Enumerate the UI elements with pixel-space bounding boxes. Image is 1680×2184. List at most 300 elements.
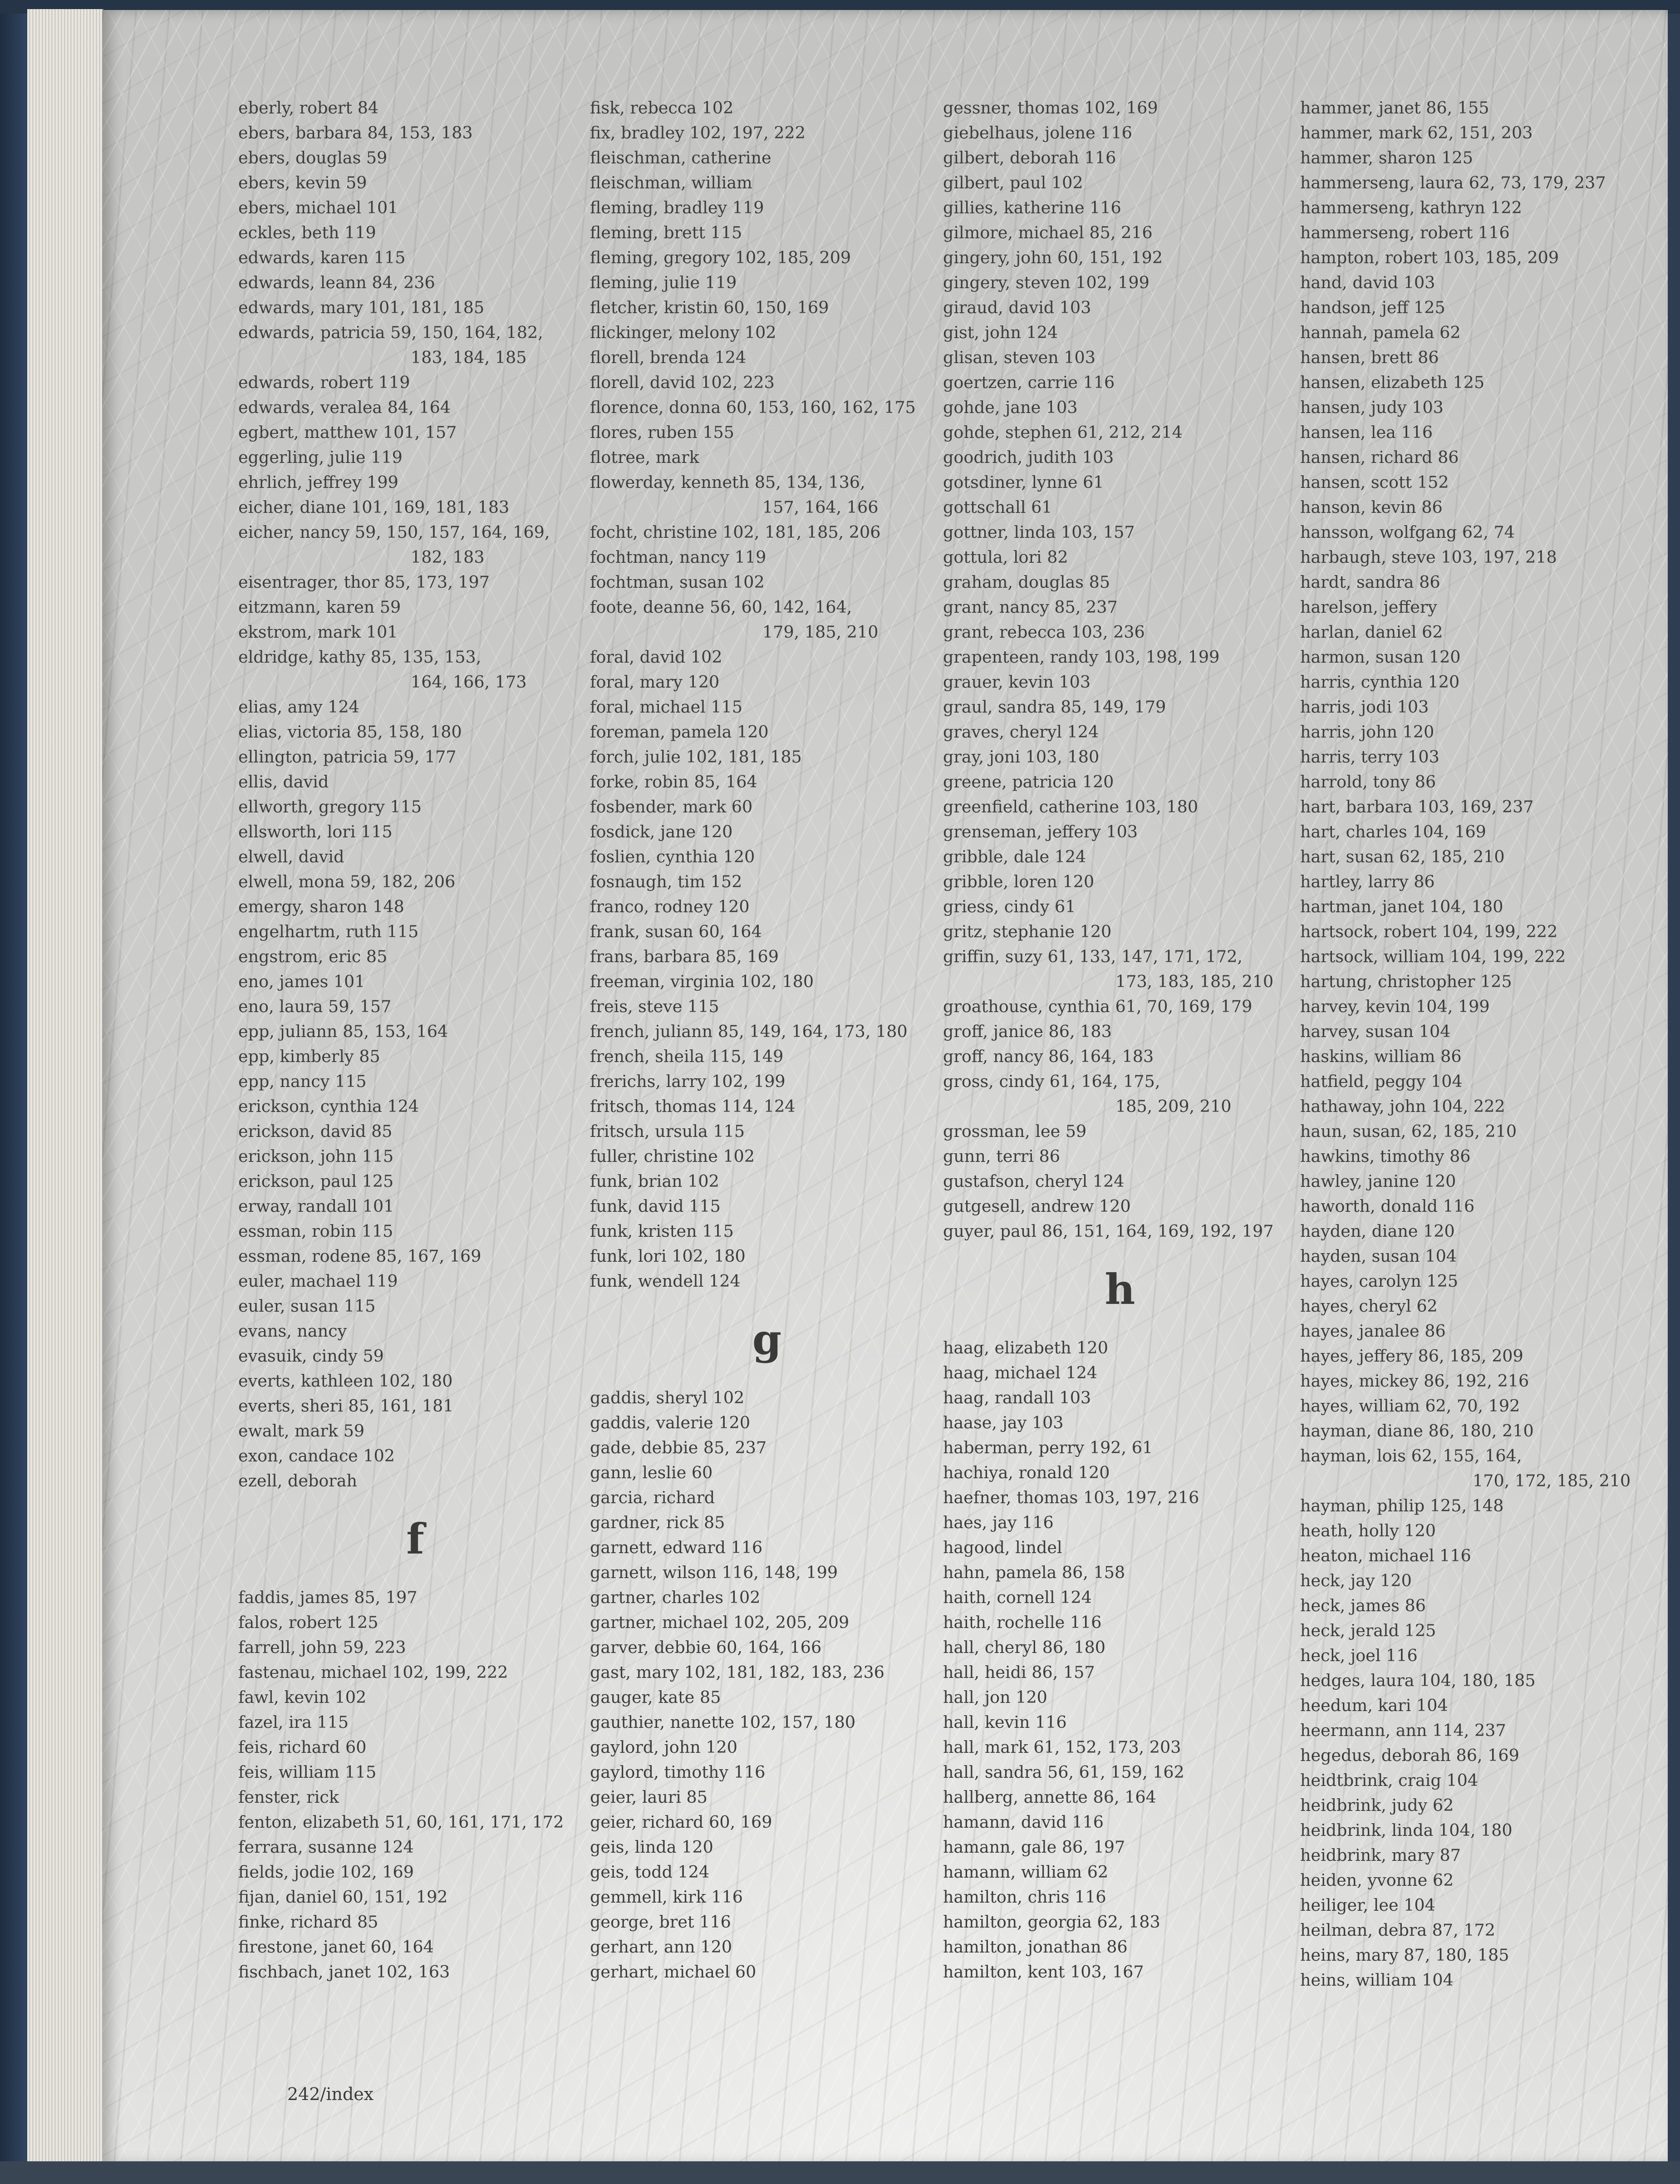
entry-name: harbaugh, steve 103, 197, 218 <box>1300 547 1557 567</box>
entry-name: hayes, mickey 86, 192, 216 <box>1300 1371 1529 1391</box>
index-entry <box>1300 1144 1654 1169</box>
entry-name: elwell, mona 59, 182, 206 <box>238 872 456 891</box>
entry-name: heidbrink, mary 87 <box>1300 1845 1461 1865</box>
index-entry <box>943 545 1297 570</box>
index-entry <box>590 320 944 345</box>
index-entry <box>590 1435 944 1460</box>
index-entry <box>1300 245 1654 270</box>
entry-name: erickson, john 115 <box>238 1146 394 1166</box>
entry-name: greenfield, catherine 103, 180 <box>943 797 1199 817</box>
index-entry <box>590 1610 944 1635</box>
index-entry <box>590 1410 944 1435</box>
entry-name: hamilton, chris 116 <box>943 1887 1106 1907</box>
index-entry <box>238 1194 592 1219</box>
index-entry <box>943 145 1297 170</box>
index-entry <box>1300 869 1654 894</box>
entry-name: gingery, john 60, 151, 192 <box>943 248 1163 267</box>
entry-name: frerichs, larry 102, 199 <box>590 1072 786 1091</box>
index-entry <box>590 345 944 370</box>
entry-name: handson, jeff 125 <box>1300 298 1445 317</box>
index-entry <box>590 869 944 894</box>
index-entry <box>1300 1568 1654 1593</box>
entry-name: hall, heidi 86, 157 <box>943 1663 1095 1682</box>
index-entry <box>238 769 592 794</box>
entry-continuation: 164, 166, 173 <box>411 672 527 692</box>
entry-name: ferrara, susanne 124 <box>238 1837 414 1857</box>
entry-name: hayman, lois 62, 155, 164, <box>1300 1446 1522 1466</box>
entry-name: hartman, janet 104, 180 <box>1300 897 1503 916</box>
entry-name: geis, todd 124 <box>590 1862 710 1882</box>
entry-name: hartley, larry 86 <box>1300 872 1435 891</box>
entry-name: farrell, john 59, 223 <box>238 1638 406 1657</box>
index-entry <box>943 1410 1297 1435</box>
entry-name: gardner, rick 85 <box>590 1513 725 1532</box>
index-entry <box>590 694 944 719</box>
index-entry <box>1300 1768 1654 1793</box>
index-entry <box>1300 570 1654 595</box>
entry-name: frans, barbara 85, 169 <box>590 947 779 966</box>
index-entry <box>1300 1643 1654 1668</box>
entry-name: foslien, cynthia 120 <box>590 847 755 866</box>
index-entry <box>238 994 592 1019</box>
index-entry <box>590 919 944 944</box>
entry-name: gartner, charles 102 <box>590 1588 761 1607</box>
entry-name: hall, kevin 116 <box>943 1712 1067 1732</box>
entry-name: hannah, pamela 62 <box>1300 323 1461 342</box>
entry-name: harmon, susan 120 <box>1300 647 1461 667</box>
index-entry <box>590 719 944 744</box>
entry-name: ewalt, mark 59 <box>238 1421 365 1441</box>
entry-name: hayes, jeffery 86, 185, 209 <box>1300 1346 1523 1366</box>
entry-name: fazel, ira 115 <box>238 1712 349 1732</box>
entry-name: gillies, katherine 116 <box>943 198 1121 217</box>
index-entry <box>943 270 1297 295</box>
index-entry <box>1300 644 1654 669</box>
index-entry <box>943 1510 1297 1535</box>
entry-name: heiliger, lee 104 <box>1300 1895 1435 1915</box>
entry-name: gunn, terri 86 <box>943 1146 1060 1166</box>
index-entry <box>590 844 944 869</box>
entry-name: epp, nancy 115 <box>238 1072 367 1091</box>
entry-name: elias, victoria 85, 158, 180 <box>238 722 462 742</box>
entry-name: epp, kimberly 85 <box>238 1047 380 1066</box>
section-letter: h <box>1105 1265 1135 1314</box>
index-entry <box>1300 669 1654 694</box>
entry-name: funk, lori 102, 180 <box>590 1246 746 1266</box>
index-entry <box>1300 969 1654 994</box>
index-entry <box>1300 1443 1654 1493</box>
entry-name: edwards, veralea 84, 164 <box>238 398 451 417</box>
entry-name: fields, jodie 102, 169 <box>238 1862 414 1882</box>
index-entry <box>590 370 944 395</box>
index-entry <box>943 170 1297 195</box>
index-entry <box>590 170 944 195</box>
entry-name: eberly, robert 84 <box>238 98 379 118</box>
entry-name: heidbrink, linda 104, 180 <box>1300 1820 1513 1840</box>
entry-name: fleischman, william <box>590 173 752 192</box>
index-entry <box>238 719 592 744</box>
entry-name: hawkins, timothy 86 <box>1300 1146 1471 1166</box>
entry-name: hall, sandra 56, 61, 159, 162 <box>943 1762 1184 1782</box>
index-entry <box>238 1909 592 1934</box>
index-entry <box>943 894 1297 919</box>
index-entry <box>1300 1693 1654 1718</box>
index-entry <box>943 719 1297 744</box>
index-entry <box>590 295 944 320</box>
entry-name: hamilton, jonathan 86 <box>943 1937 1128 1957</box>
entry-name: hayes, carolyn 125 <box>1300 1271 1459 1291</box>
index-entry <box>1300 295 1654 320</box>
index-entry <box>238 1269 592 1294</box>
index-entry <box>1300 894 1654 919</box>
entry-name: hall, jon 120 <box>943 1687 1047 1707</box>
index-entry <box>238 969 592 994</box>
index-entry <box>1300 520 1654 545</box>
index-entry <box>590 994 944 1019</box>
index-entry <box>1300 1368 1654 1393</box>
entry-name: harvey, susan 104 <box>1300 1022 1451 1041</box>
entry-name: harris, terry 103 <box>1300 747 1439 767</box>
index-entry <box>238 1393 592 1418</box>
entry-name: gribble, loren 120 <box>943 872 1095 891</box>
index-entry <box>238 445 592 470</box>
index-entry <box>238 819 592 844</box>
entry-name: heck, joel 116 <box>1300 1646 1418 1665</box>
index-entry <box>943 844 1297 869</box>
index-entry <box>590 1710 944 1735</box>
index-entry <box>238 794 592 819</box>
index-entry <box>1300 744 1654 769</box>
index-entry <box>1300 145 1654 170</box>
entry-name: fisk, rebecca 102 <box>590 98 734 118</box>
index-entry <box>590 1785 944 1810</box>
entry-name: ebers, barbara 84, 153, 183 <box>238 123 473 143</box>
entry-name: harris, john 120 <box>1300 722 1434 742</box>
index-entry <box>1300 345 1654 370</box>
entry-name: epp, juliann 85, 153, 164 <box>238 1022 448 1041</box>
index-entry <box>590 1269 944 1294</box>
index-entry <box>590 595 944 644</box>
index-entry <box>1300 769 1654 794</box>
entry-name: fenster, rick <box>238 1787 339 1807</box>
index-entry <box>238 370 592 395</box>
index-entry <box>590 1094 944 1119</box>
index-entry <box>590 570 944 595</box>
index-entry <box>590 545 944 570</box>
entry-name: graham, douglas 85 <box>943 572 1110 592</box>
index-entry <box>943 1169 1297 1194</box>
index-entry <box>943 1735 1297 1760</box>
entry-name: flickinger, melony 102 <box>590 323 776 342</box>
entry-name: edwards, robert 119 <box>238 373 410 392</box>
index-entry <box>238 1244 592 1269</box>
entry-name: hayden, susan 104 <box>1300 1246 1457 1266</box>
entry-name: gross, cindy 61, 164, 175, <box>943 1072 1160 1091</box>
index-entry <box>943 295 1297 320</box>
index-entry <box>1300 1094 1654 1119</box>
entry-name: firestone, janet 60, 164 <box>238 1937 434 1957</box>
entry-name: hardt, sandra 86 <box>1300 572 1440 592</box>
index-entry <box>1300 1044 1654 1069</box>
entry-name: heaton, michael 116 <box>1300 1546 1471 1565</box>
index-entry <box>590 944 944 969</box>
entry-name: harris, cynthia 120 <box>1300 672 1460 692</box>
index-entry <box>238 944 592 969</box>
index-entry <box>238 145 592 170</box>
entry-name: franco, rodney 120 <box>590 897 750 916</box>
index-entry <box>238 620 592 644</box>
index-entry <box>1300 1318 1654 1343</box>
index-page <box>102 10 1668 2165</box>
entry-name: flores, ruben 155 <box>590 423 735 442</box>
entry-name: florence, donna 60, 153, 160, 162, 175 <box>590 398 916 417</box>
index-entry <box>590 145 944 170</box>
entry-name: haberman, perry 192, 61 <box>943 1438 1153 1457</box>
entry-name: gist, john 124 <box>943 323 1058 342</box>
index-entry <box>238 120 592 145</box>
index-entry <box>238 1635 592 1660</box>
index-entry <box>590 395 944 420</box>
index-entry <box>238 1343 592 1368</box>
index-entry <box>1300 1843 1654 1868</box>
entry-name: hart, barbara 103, 169, 237 <box>1300 797 1534 817</box>
entry-name: eldridge, kathy 85, 135, 153, <box>238 647 481 667</box>
index-entry <box>590 644 944 669</box>
entry-name: goodrich, judith 103 <box>943 448 1114 467</box>
entry-name: gohde, stephen 61, 212, 214 <box>943 423 1183 442</box>
entry-name: harrold, tony 86 <box>1300 772 1436 792</box>
index-entry <box>943 1785 1297 1810</box>
entry-name: hamann, gale 86, 197 <box>943 1837 1125 1857</box>
index-entry <box>943 470 1297 495</box>
index-entry <box>238 1219 592 1244</box>
entry-name: grant, rebecca 103, 236 <box>943 622 1145 642</box>
index-entry <box>1300 470 1654 495</box>
entry-name: foote, deanne 56, 60, 142, 164, <box>590 597 852 617</box>
entry-name: fochtman, susan 102 <box>590 572 765 592</box>
entry-name: hall, mark 61, 152, 173, 203 <box>943 1737 1181 1757</box>
index-entry <box>1300 320 1654 345</box>
index-entry <box>590 1169 944 1194</box>
index-entry <box>590 1660 944 1685</box>
entry-name: florell, brenda 124 <box>590 348 747 367</box>
entry-name: hayes, william 62, 70, 192 <box>1300 1396 1520 1416</box>
entry-name: gilbert, paul 102 <box>943 173 1083 192</box>
entry-name: hammer, mark 62, 151, 203 <box>1300 123 1533 143</box>
index-entry <box>943 1585 1297 1610</box>
index-entry <box>943 370 1297 395</box>
index-entry <box>590 445 944 470</box>
entry-name: eicher, nancy 59, 150, 157, 164, 169, <box>238 522 550 542</box>
entry-name: gemmell, kirk 116 <box>590 1887 743 1907</box>
entry-name: ellington, patricia 59, 177 <box>238 747 457 767</box>
index-entry <box>590 1735 944 1760</box>
entry-name: ehrlich, jeffrey 199 <box>238 472 398 492</box>
index-entry <box>590 1460 944 1485</box>
entry-name: hayes, cheryl 62 <box>1300 1296 1438 1316</box>
index-entry <box>238 844 592 869</box>
index-entry <box>943 570 1297 595</box>
entry-name: eckles, beth 119 <box>238 223 376 242</box>
entry-name: foral, michael 115 <box>590 697 743 717</box>
entry-name: falos, robert 125 <box>238 1613 378 1632</box>
index-entry <box>590 1635 944 1660</box>
index-entry <box>943 1119 1297 1144</box>
index-entry <box>1300 1593 1654 1618</box>
index-entry <box>943 595 1297 620</box>
entry-name: gottschall 61 <box>943 497 1052 517</box>
index-entry <box>238 1368 592 1393</box>
entry-name: gaddis, sheryl 102 <box>590 1388 745 1407</box>
index-entry <box>1300 1968 1654 1992</box>
index-entry <box>943 644 1297 669</box>
entry-name: hamann, william 62 <box>943 1862 1109 1882</box>
index-entry <box>238 1884 592 1909</box>
entry-name: euler, susan 115 <box>238 1296 376 1316</box>
entry-name: gauger, kate 85 <box>590 1687 721 1707</box>
index-entry <box>1300 1668 1654 1693</box>
index-entry <box>1300 420 1654 445</box>
entry-name: ebers, kevin 59 <box>238 173 367 192</box>
index-entry <box>1300 195 1654 220</box>
entry-name: fijan, daniel 60, 151, 192 <box>238 1887 448 1907</box>
entry-name: hammer, sharon 125 <box>1300 148 1473 167</box>
entry-name: giraud, david 103 <box>943 298 1091 317</box>
index-entry <box>590 1859 944 1884</box>
entry-name: hamilton, kent 103, 167 <box>943 1962 1144 1982</box>
entry-name: gann, leslie 60 <box>590 1463 713 1482</box>
entry-name: grant, nancy 85, 237 <box>943 597 1118 617</box>
entry-name: gaylord, timothy 116 <box>590 1762 766 1782</box>
index-entry <box>590 1069 944 1094</box>
entry-name: florell, david 102, 223 <box>590 373 775 392</box>
entry-name: feis, william 115 <box>238 1762 377 1782</box>
entry-name: hartsock, william 104, 199, 222 <box>1300 947 1566 966</box>
index-entry <box>238 95 592 120</box>
entry-name: geier, lauri 85 <box>590 1787 707 1807</box>
entry-name: eggerling, julie 119 <box>238 448 403 467</box>
entry-continuation: 185, 209, 210 <box>1115 1097 1232 1116</box>
section-letter: g <box>752 1315 782 1364</box>
entry-name: hammerseng, kathryn 122 <box>1300 198 1522 217</box>
entry-name: elias, amy 124 <box>238 697 359 717</box>
index-entry <box>238 595 592 620</box>
index-entry <box>590 769 944 794</box>
entry-name: hahn, pamela 86, 158 <box>943 1563 1125 1582</box>
entry-name: guyer, paul 86, 151, 164, 169, 192, 197 <box>943 1221 1274 1241</box>
index-entry <box>1300 170 1654 195</box>
entry-name: gottula, lori 82 <box>943 547 1068 567</box>
index-entry <box>238 295 592 320</box>
index-entry <box>238 570 592 595</box>
index-entry <box>590 1760 944 1785</box>
entry-name: hegedus, deborah 86, 169 <box>1300 1746 1519 1765</box>
index-entry <box>1300 620 1654 644</box>
entry-name: gotsdiner, lynne 61 <box>943 472 1104 492</box>
index-entry <box>943 1859 1297 1884</box>
entry-name: fastenau, michael 102, 199, 222 <box>238 1663 508 1682</box>
index-entry <box>943 1044 1297 1069</box>
entry-name: essman, rodene 85, 167, 169 <box>238 1246 481 1266</box>
entry-name: garnett, wilson 116, 148, 199 <box>590 1563 838 1582</box>
entry-name: groathouse, cynthia 61, 70, 169, 179 <box>943 997 1253 1016</box>
index-entry <box>590 1510 944 1535</box>
entry-name: hart, susan 62, 185, 210 <box>1300 847 1505 866</box>
index-entry <box>238 495 592 520</box>
entry-name: hatfield, peggy 104 <box>1300 1072 1463 1091</box>
entry-name: hachiya, ronald 120 <box>943 1463 1110 1482</box>
index-entry <box>1300 445 1654 470</box>
index-entry <box>1300 1119 1654 1144</box>
entry-name: elwell, david <box>238 847 344 866</box>
index-entry <box>590 470 944 520</box>
index-entry <box>238 744 592 769</box>
entry-name: erway, randall 101 <box>238 1196 394 1216</box>
index-entry <box>1300 1493 1654 1518</box>
index-entry <box>943 1959 1297 1984</box>
index-entry <box>1300 1393 1654 1418</box>
entry-name: hayes, janalee 86 <box>1300 1321 1446 1341</box>
entry-name: fenton, elizabeth 51, 60, 161, 171, 172 <box>238 1812 564 1832</box>
index-entry <box>1300 370 1654 395</box>
entry-name: george, bret 116 <box>590 1912 731 1932</box>
entry-name: hansen, scott 152 <box>1300 472 1449 492</box>
index-entry <box>238 894 592 919</box>
index-entry <box>943 320 1297 345</box>
index-entry <box>1300 1269 1654 1294</box>
entry-name: haskins, william 86 <box>1300 1047 1462 1066</box>
entry-name: harris, jodi 103 <box>1300 697 1429 717</box>
entry-name: forke, robin 85, 164 <box>590 772 757 792</box>
index-entry <box>943 620 1297 644</box>
entry-name: evasuik, cindy 59 <box>238 1346 384 1366</box>
index-entry <box>238 694 592 719</box>
index-entry <box>590 1934 944 1959</box>
entry-name: feis, richard 60 <box>238 1737 367 1757</box>
index-entry <box>943 1810 1297 1835</box>
index-entry <box>943 1360 1297 1385</box>
index-entry <box>238 1094 592 1119</box>
index-entry <box>1300 1943 1654 1968</box>
index-entry <box>943 1884 1297 1909</box>
index-entry <box>1300 270 1654 295</box>
index-entry <box>1300 994 1654 1019</box>
entry-name: fuller, christine 102 <box>590 1146 755 1166</box>
index-entry <box>943 1710 1297 1735</box>
index-entry <box>943 819 1297 844</box>
index-column-2 <box>590 95 944 1984</box>
index-entry <box>943 794 1297 819</box>
index-entry <box>1300 1618 1654 1643</box>
index-entry <box>238 1610 592 1635</box>
entry-name: hamilton, georgia 62, 183 <box>943 1912 1160 1932</box>
index-entry <box>238 1760 592 1785</box>
entry-name: ekstrom, mark 101 <box>238 622 398 642</box>
index-entry <box>943 120 1297 145</box>
entry-name: funk, wendell 124 <box>590 1271 741 1291</box>
entry-name: heermann, ann 114, 237 <box>1300 1721 1506 1740</box>
entry-name: gerhart, ann 120 <box>590 1937 732 1957</box>
index-entry <box>943 1485 1297 1510</box>
index-entry <box>943 1194 1297 1219</box>
entry-name: ellsworth, lori 115 <box>238 822 393 841</box>
index-entry <box>943 669 1297 694</box>
entry-name: forch, julie 102, 181, 185 <box>590 747 802 767</box>
index-entry <box>1300 1743 1654 1768</box>
index-entry <box>238 1934 592 1959</box>
entry-name: egbert, matthew 101, 157 <box>238 423 457 442</box>
entry-name: graves, cheryl 124 <box>943 722 1099 742</box>
